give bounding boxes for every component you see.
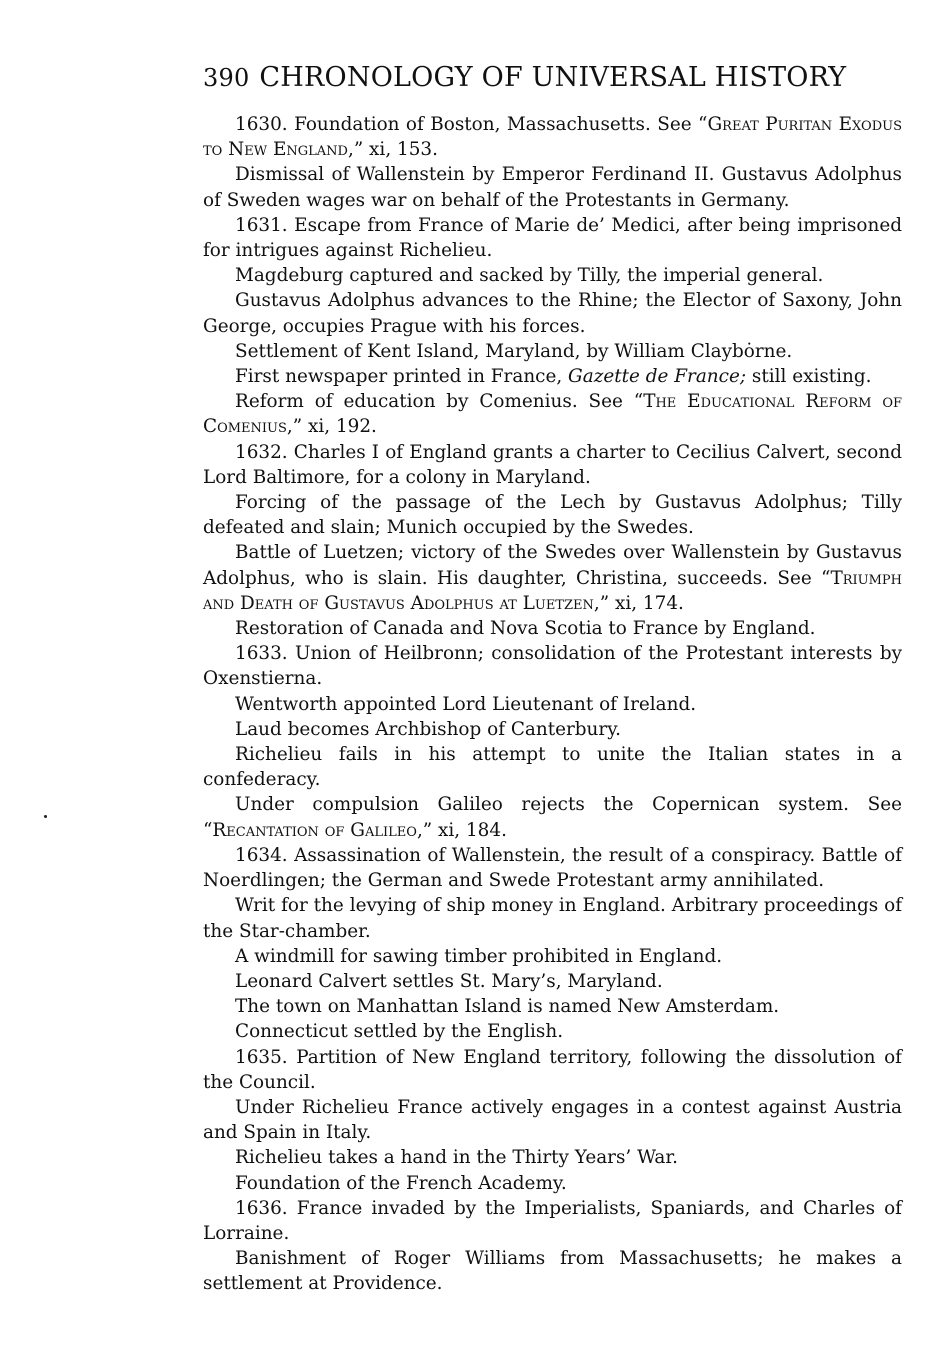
running-header — [203, 58, 903, 98]
cross-reference: Recantation of Galileo — [212, 819, 417, 841]
cross-reference: Triumph and Death of Gustavus Adolphus at Luetzen — [203, 567, 902, 614]
entry-battle-of-luetzen: Battle of Luetzen; victory of the Swedes over Wallenstein by Gustavus Adolphus, who is slain. His daughter, Christina, succeeds. See “Triumph and Death of Gustavus Adolphus at Luetzen,” xi, 174. — [203, 542, 902, 614]
entry-comenius: Reform of education by Comenius. See “The Educational Reform of Comenius,” xi, 192. — [203, 391, 902, 438]
entry-gazette-de-france: First newspaper printed in France, Gazette de France; still existing. — [235, 366, 872, 388]
entry-thirty-years-war: Richelieu takes a hand in the Thirty Years’ War. — [235, 1147, 678, 1169]
entry-wentworth: Wentworth appointed Lord Lieutenant of Ireland. — [235, 693, 697, 715]
entry-gustavus-rhine: Gustavus Adolphus advances to the Rhine; the Elector of Saxony, John George, occupies Prague with his forces. — [203, 290, 902, 337]
entry-italian-confederacy: Richelieu fails in his attempt to unite the Italian states in a confederacy. — [203, 744, 902, 791]
entry-1630-boston: 1630. Foundation of Boston, Massachusetts. See “Great Puritan Exodus to New England,” xi, 153. — [203, 114, 902, 161]
entry-austria-spain-contest: Under Richelieu France actively engages in a contest against Austria and Spain in Italy. — [203, 1096, 902, 1144]
entry-laud: Laud becomes Archbishop of Canterbury. — [235, 718, 621, 740]
entry-kent-island: Settlement of Kent Island, Maryland, by William Claybȯrne. — [235, 340, 793, 362]
chronology-text — [203, 112, 902, 1297]
entry-french-academy: Foundation of the French Academy. — [235, 1172, 567, 1194]
entry-new-amsterdam: The town on Manhattan Island is named New Amsterdam. — [235, 996, 780, 1018]
print-speck — [44, 815, 47, 818]
entry-wallenstein-dismissal: Dismissal of Wallenstein by Emperor Ferdinand II. Gustavus Adolphus of Sweden wages war on behalf of the Protestants in Germany. — [203, 164, 902, 211]
entry-lech-passage: Forcing of the passage of the Lech by Gustavus Adolphus; Tilly defeated and slain; Munich occupied by the Swedes. — [203, 492, 902, 539]
page-title: CHRONOLOGY OF UNIVERSAL HISTORY — [259, 62, 847, 93]
page-number: 390 — [203, 64, 250, 92]
entry-1632-maryland-charter: 1632. Charles I of England grants a charter to Cecilius Calvert, second Lord Baltimore, for a colony in Maryland. — [203, 441, 902, 488]
entry-1634-wallenstein-assassination: 1634. Assassination of Wallenstein, the result of a conspiracy. Battle of Noerdlingen; the German and Swede Protestant army annihilated. — [203, 844, 902, 892]
entry-1633-heilbronn: 1633. Union of Heilbronn; consolidation of the Protestant interests by Oxenstierna. — [203, 643, 902, 690]
entry-galileo: Under compulsion Galileo rejects the Copernican system. See “Recantation of Galileo,” xi, 184. — [203, 794, 902, 841]
entry-canada-restoration: Restoration of Canada and Nova Scotia to France by England. — [235, 618, 816, 640]
entry-st-marys: Leonard Calvert settles St. Mary’s, Maryland. — [235, 970, 663, 992]
cross-reference: The Educational Reform of Comenius — [203, 391, 902, 438]
entry-roger-williams: Banishment of Roger Williams from Massachusetts; he makes a settlement at Providence. — [203, 1248, 902, 1295]
entry-connecticut: Connecticut settled by the English. — [235, 1021, 564, 1043]
entry-1636-france-invaded: 1636. France invaded by the Imperialists, Spaniards, and Charles of Lorraine. — [203, 1197, 902, 1244]
entry-1635-new-england-partition: 1635. Partition of New England territory, following the dissolution of the Council. — [203, 1046, 902, 1093]
entry-1631-marie-de-medici: 1631. Escape from France of Marie de’ Medici, after being imprisoned for intrigues against Richelieu. — [203, 214, 902, 262]
newspaper-title: Gazette de France; — [568, 366, 747, 388]
entry-ship-money: Writ for the levying of ship money in England. Arbitrary proceedings of the Star-chamber. — [203, 895, 902, 942]
cross-reference: Great Puritan Exodus to New England — [203, 114, 902, 161]
entry-windmill: A windmill for sawing timber prohibited in England. — [235, 945, 723, 967]
entry-magdeburg: Magdeburg captured and sacked by Tilly, the imperial general. — [235, 265, 824, 287]
